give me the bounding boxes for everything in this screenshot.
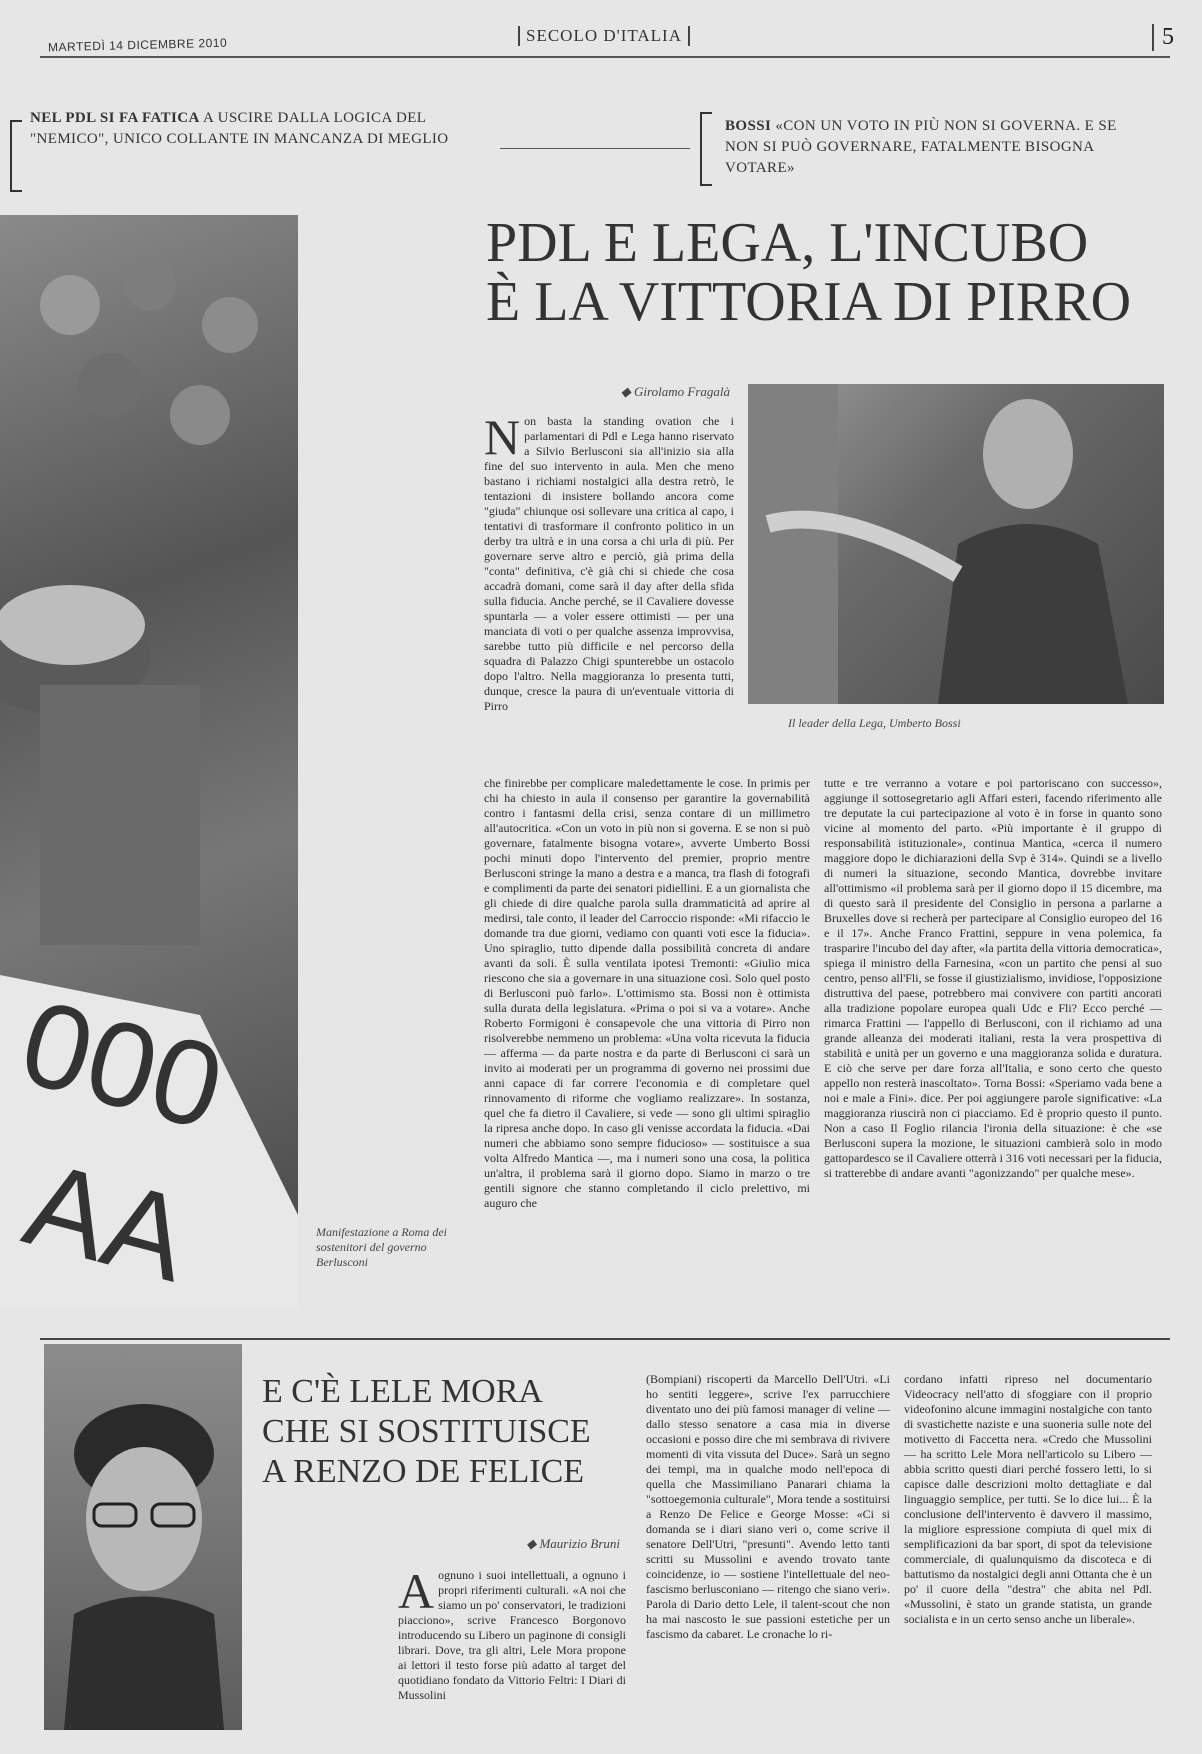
second-headline-line1: E C'È LELE MORA (262, 1373, 543, 1410)
bossi-photo-illustration (748, 384, 1164, 704)
kicker-rule (500, 148, 690, 149)
right-kicker-bracket (700, 112, 712, 186)
left-kicker-bold: NEL PDL SI FA FATICA (30, 110, 200, 126)
second-headline (262, 1372, 622, 1492)
second-col3-text: cordano infatti ripreso nel documentario Videocracy nell'atto di sfoggiare con il proprio videofonino alcune immagini nostalgiche con tanto di svastichette naziste e una suoneria sulle note del motivetto di Faccetta nera. «Credo che Mussolini — ha scritto Lele Mora nell'articolo su Libero — abbia scritto questi diari perché fossero letti, lo si capisce dalle descrizioni molto dettagliate e dal linguaggio semplice, per tutti. Se lo dice lui... È la conclusione dell'intervento è davvero il massimo, la migliore espressione compiuta di quel mix di semplificazioni da bar sport, di spot da televisione commerciale, di qualunquismo da discoteca e di battutismo da nostalgici degli anni Ottanta che è un po' il cuore della "destra" che abita nel Pdl. «Mussolini, è stato un grande statista, un grande socialista e in un certo senso anche un liberale». (904, 1372, 1152, 1626)
left-kicker (30, 108, 500, 150)
masthead (40, 16, 1180, 66)
svg-text:AA: AA (12, 1136, 202, 1308)
second-byline-text: Maurizio Bruni (539, 1536, 620, 1551)
bossi-photo (748, 384, 1164, 704)
right-kicker (725, 116, 1150, 179)
main-col1-top-text: on basta la standing ovation che i parlamentari di Pdl e Lega hanno riservato a Silvio Berlusconi sia all'inizio sia alla fine del suo intervento in aula. Men che meno bastano i richiami nostalgici alla destra retrò, le tentazioni di insistere bollando ancora come "giuda" chiunque osi sollevare una critica al capo, i tentativi di trasformare il confronto politico in un derby tra ultrà e in una corsa a chi urla di più. Per governare serve altro e perciò, già prima della "conta" definitiva, c'è già chi si chiede che cosa accadrà domani, come sarà il day after della sfida sulla fiducia. Anche perché, se il Cavaliere dovesse spuntarla — a voler essere ottimisti — per una manciata di voti o per qualche assenza improvvisa, sarebbe tutto più difficile e nel percorso della squadra di Palazzo Chigi spunterebbe un ostacolo dopo l'altro. Nella maggioranza lo presenta tutti, dunque, cresce la paura di un'eventuale vittoria di Pirro (484, 414, 734, 713)
main-headline (486, 214, 1166, 332)
lele-mora-photo-illustration (44, 1344, 242, 1730)
second-byline (390, 1536, 620, 1552)
second-byline-diamond-icon: ◆ (526, 1536, 540, 1551)
second-article-col1 (398, 1568, 626, 1748)
main-byline (480, 384, 730, 400)
rally-photo-caption: Manifestazione a Roma dei sostenitori del governo Berlusconi (316, 1225, 447, 1269)
second-article-col3 (904, 1372, 1152, 1748)
newspaper-name: SECOLO D'ITALIA (518, 26, 690, 46)
main-dropcap: N (484, 414, 521, 465)
main-article-col2 (824, 776, 1162, 1314)
second-col2-text: (Bompiani) riscoperti da Marcello Dell'Utri. «Li ho sentiti leggere», scrive l'ex parrucchiere diventato uno dei più famosi manager di veline — dallo stesso senatore a casa mia in diverse occasioni e posso dire che mi sembrava di rivivere momenti di vita vissuta del Duce». Sarà un segno dei tempi, ma in qualche modo nell'epoca di quella che Massimiliano Panarari chiama la "sottoegemonia culturale", Mora tende a sostituirsi a Renzo De Felice e George Mosse: «Ci si domanda se i diari siano veri o, come scrive il senatore Dell'Utri, "presunti". Avendo letto tanti scritti su Mussolini e avendo trovato tante coincidenze, io — sostiene l'intellettuale del neo-fascismo berlusconiano — ritengo che siano veri». Parola di Dario detto Lele, il talent-scout che non ha mai nascosto le sue passioni estetiche per un fascismo da cabaret. Le cronache lo ri- (646, 1372, 890, 1641)
left-kicker-text: A USCIRE DALLA LOGICA DEL "NEMICO", UNICO COLLANTE IN MANCANZA DI MEGLIO (30, 110, 449, 147)
main-article-col1-bottom (484, 776, 810, 1314)
section-divider (40, 1338, 1170, 1340)
right-kicker-bold: BOSSI (725, 118, 772, 134)
main-byline-text: Girolamo Fragalà (634, 384, 730, 399)
page-number: 5 (1152, 24, 1174, 51)
byline-diamond-icon: ◆ (620, 384, 635, 399)
second-headline-line3: A RENZO DE FELICE (262, 1453, 585, 1490)
left-kicker-bracket (10, 120, 22, 192)
second-article-col2 (646, 1372, 890, 1748)
main-headline-line2: È LA VITTORIA DI PIRRO (486, 270, 1132, 333)
lele-mora-photo (44, 1344, 242, 1730)
main-col1-bottom-text: che finirebbe per complicare maledettamente le cose. In primis per chi ha chiesto in aula il consenso per garantire la governabilità contro i fantasmi della crisi, senza contare di un millimetro all'autocritica. «Con un voto in più non si governa. E se non si può governare, fatalmente bisogna votare», avverte Umberto Bossi pochi minuti dopo l'intervento del premier, proprio mentre Berlusconi stringe la mano a destra e a manca, tra flash di fotografi e complimenti da parte dei senatori pidiellini. E a un giornalista che gli chiede di dire qualche parola sulla drammaticità ad aprire al medirsi, tale conto, il leader del Carroccio risponde: «Mi rifaccio le domande tra due giorni, vediamo con quanti voti esce la fiducia». Uno spiraglio, tutto dipende dalla possibilità concreta di andare avanti da soli. È sulla ventilata ipotesi Tremonti: «Giulio mica riescono che sia a governare in una situazione così. Solo quel posto di Berlusconi può farlo». L'ottimismo sta. Bossi non è ottimista sulla durata della legislatura. «Prima o poi si va a votare». Anche Roberto Formigoni è consapevole che una vittoria di Pirro non risolverebbe nemmeno un problema: «Una volta ricevuta la fiducia — afferma — da parte nostra e da parte di Berlusconi ci sarà un invito ai moderati per un programma di governo nei prossimi due anni capace di far correre l'economia e di completare quel rinnovamento di riforme che vogliamo realizzare». In sostanza, quel che fa dietro il Cavaliere, si vede — sono gli ultimi spiraglio la ripresa anche dopo. In caso gli venisse accordata la fiducia. «Dai numeri che abbiamo sono sempre fiducioso» — sostituisce a sua volta Alfredo Mantica —, ma i numeri sono una cosa, la politica un'altra, il problema sarà il giorno dopo. Siamo in marzo o tre gentili signore che stanno completando il ciclo prelettivo, mi auguro che (484, 776, 810, 1210)
second-headline-line2: CHE SI SOSTITUISCE (262, 1413, 591, 1450)
main-col2-text: tutte e tre verranno a votare e poi partoriscano con successo», aggiunge il sottosegretario agli Affari esteri, facendo riferimento alle tre deputate la cui partecipazione al voto è in forse in quanto sono vicine al momento del parto. «Più importante è il gruppo di responsabilità istituzionale», continua Mantica, «cerca il numero maggiore dopo le dichiarazioni della Svp è 314». Quindi se a livello di numeri la situazione, secondo Mantica, dovrebbe invitare all'ottimismo «il problema sarà per il giorno dopo il 15 dicembre, ma di questo sarà il presidente del Consiglio in persona a parlarne a Bruxelles dove si recherà per partecipare al Consiglio europeo del 16 e il 17». Anche Franco Frattini, seppure in vena polemica, fa trasparire l'incubo del day after, «la partita della vittoria democratica», spiega il ministro della Farnesina, «con un partito che pensi al suo centro, penso all'Fli, se fosse il giustizialismo, invidiose, l'opposizione distruttiva del paese, potrebbero mai convivere con partiti ancorati alla tradizione popolare europea quali Udc e Fli? Ecco perché — rimarca Frattini — l'appello di Berlusconi, con il richiamo ad una grande alleanza dei moderati italiani, resta la vera prospettiva di stabilità e unità per un governo e una maggioranza solida e duratura. E ciò che serve per dare forza all'Italia, e sono certo che questo appello non resterà inascoltato». Torna Bossi: «Speriamo vada bene a noi e male a Fini». dice. Per poi aggiungere parole significative: «La maggioranza riuscirà non ci piacciamo. Ed è proprio questo il punto. Non a caso Il Foglio rilancia l'ironia della situazione: è che «se Berlusconi supera la mozione, le situazioni cambierà solo in modo gattopardesco se il Cavaliere otterrà i 316 voti necessari per la fiducia, si tratterebbe di andare avanti "agonizzando" per qualche mese». (824, 776, 1162, 1180)
main-headline-line1: PDL E LEGA, L'INCUBO (486, 212, 1089, 274)
bossi-photo-caption: Il leader della Lega, Umberto Bossi (788, 716, 961, 730)
rally-photo-illustration (0, 215, 298, 1310)
second-dropcap: A (398, 1568, 435, 1619)
rally-photo (0, 215, 298, 1310)
right-kicker-text: «CON UN VOTO IN PIÙ NON SI GOVERNA. E SE NON SI PUÒ GOVERNARE, FATALMENTE BISOGNA VOTARE» (725, 118, 1117, 176)
main-article-col1-top (484, 414, 734, 774)
second-col1-text: ognuno i suoi intellettuali, a ognuno i propri riferimenti culturali. «A noi che siamo un po' conservatori, le tradizioni piacciono», scrive Francesco Borgonovo introducendo su Libero un paginone di consigli librari. Dove, tra gli altri, Lele Mora propone ai lettori il testo forse più adatto al target del quotidiano fondato da Vittorio Feltri: I Diari di Mussolini (398, 1568, 626, 1702)
svg-text:000: 000 (8, 974, 237, 1156)
issue-date: MARTEDÌ 14 DICEMBRE 2010 (47, 35, 228, 55)
masthead-rule (40, 56, 1170, 58)
